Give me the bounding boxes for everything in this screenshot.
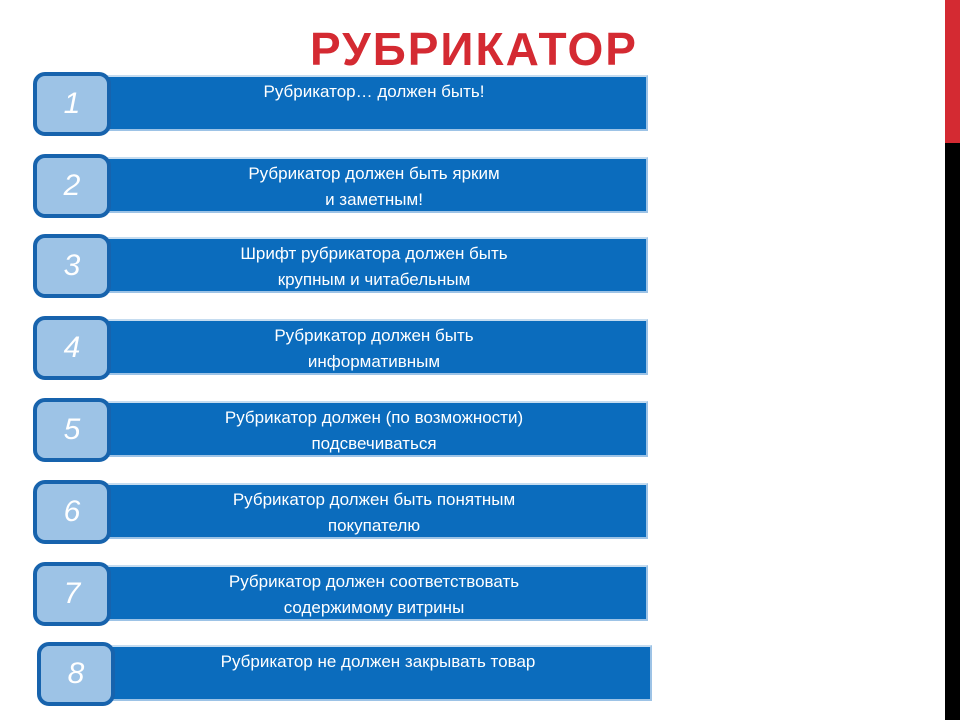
item-bar bbox=[100, 319, 648, 375]
item-text-line1: Рубрикатор должен быть ярким bbox=[248, 164, 500, 183]
list-item bbox=[0, 562, 960, 628]
item-text-line2: содержимому витрины bbox=[283, 598, 465, 617]
item-text-line1: Рубрикатор должен соответствовать bbox=[228, 572, 520, 591]
slide-title: РУБРИКАТОР bbox=[310, 23, 638, 75]
item-text-line1: Рубрикатор должен быть понятным bbox=[232, 490, 516, 509]
item-number: 2 bbox=[33, 154, 111, 218]
item-text-line1: Рубрикатор должен быть bbox=[274, 326, 474, 345]
item-text-line2: крупным и читабельным bbox=[277, 270, 471, 289]
item-bar bbox=[100, 483, 648, 539]
item-text-line2: подсвечиваться bbox=[311, 434, 437, 453]
item-text-line2: информативным bbox=[307, 352, 441, 371]
list-item bbox=[0, 72, 960, 138]
list-item bbox=[0, 398, 960, 464]
item-text-line1: Шрифт рубрикатора должен быть bbox=[240, 244, 508, 263]
item-bar bbox=[100, 565, 648, 621]
item-number: 4 bbox=[33, 316, 111, 380]
item-text-line1: Рубрикатор не должен закрывать товар bbox=[220, 652, 536, 671]
item-bar bbox=[100, 75, 648, 131]
item-text-line2: покупателю bbox=[327, 516, 421, 535]
list-item bbox=[4, 642, 960, 708]
item-text-line2: и заметным! bbox=[325, 190, 423, 209]
item-number: 1 bbox=[33, 72, 111, 136]
item-text-line1: Рубрикатор должен (по возможности) bbox=[224, 408, 524, 427]
item-bar bbox=[100, 401, 648, 457]
item-number: 3 bbox=[33, 234, 111, 298]
item-number: 6 bbox=[33, 480, 111, 544]
list-item bbox=[0, 480, 960, 546]
item-bar bbox=[100, 237, 648, 293]
item-bar bbox=[100, 157, 648, 213]
item-number: 5 bbox=[33, 398, 111, 462]
list-item bbox=[0, 154, 960, 220]
item-number: 8 bbox=[37, 642, 115, 706]
item-number: 7 bbox=[33, 562, 111, 626]
list-item bbox=[0, 234, 960, 300]
list-item bbox=[0, 316, 960, 382]
item-text-line1: Рубрикатор… должен быть! bbox=[263, 82, 485, 101]
item-bar bbox=[104, 645, 652, 701]
